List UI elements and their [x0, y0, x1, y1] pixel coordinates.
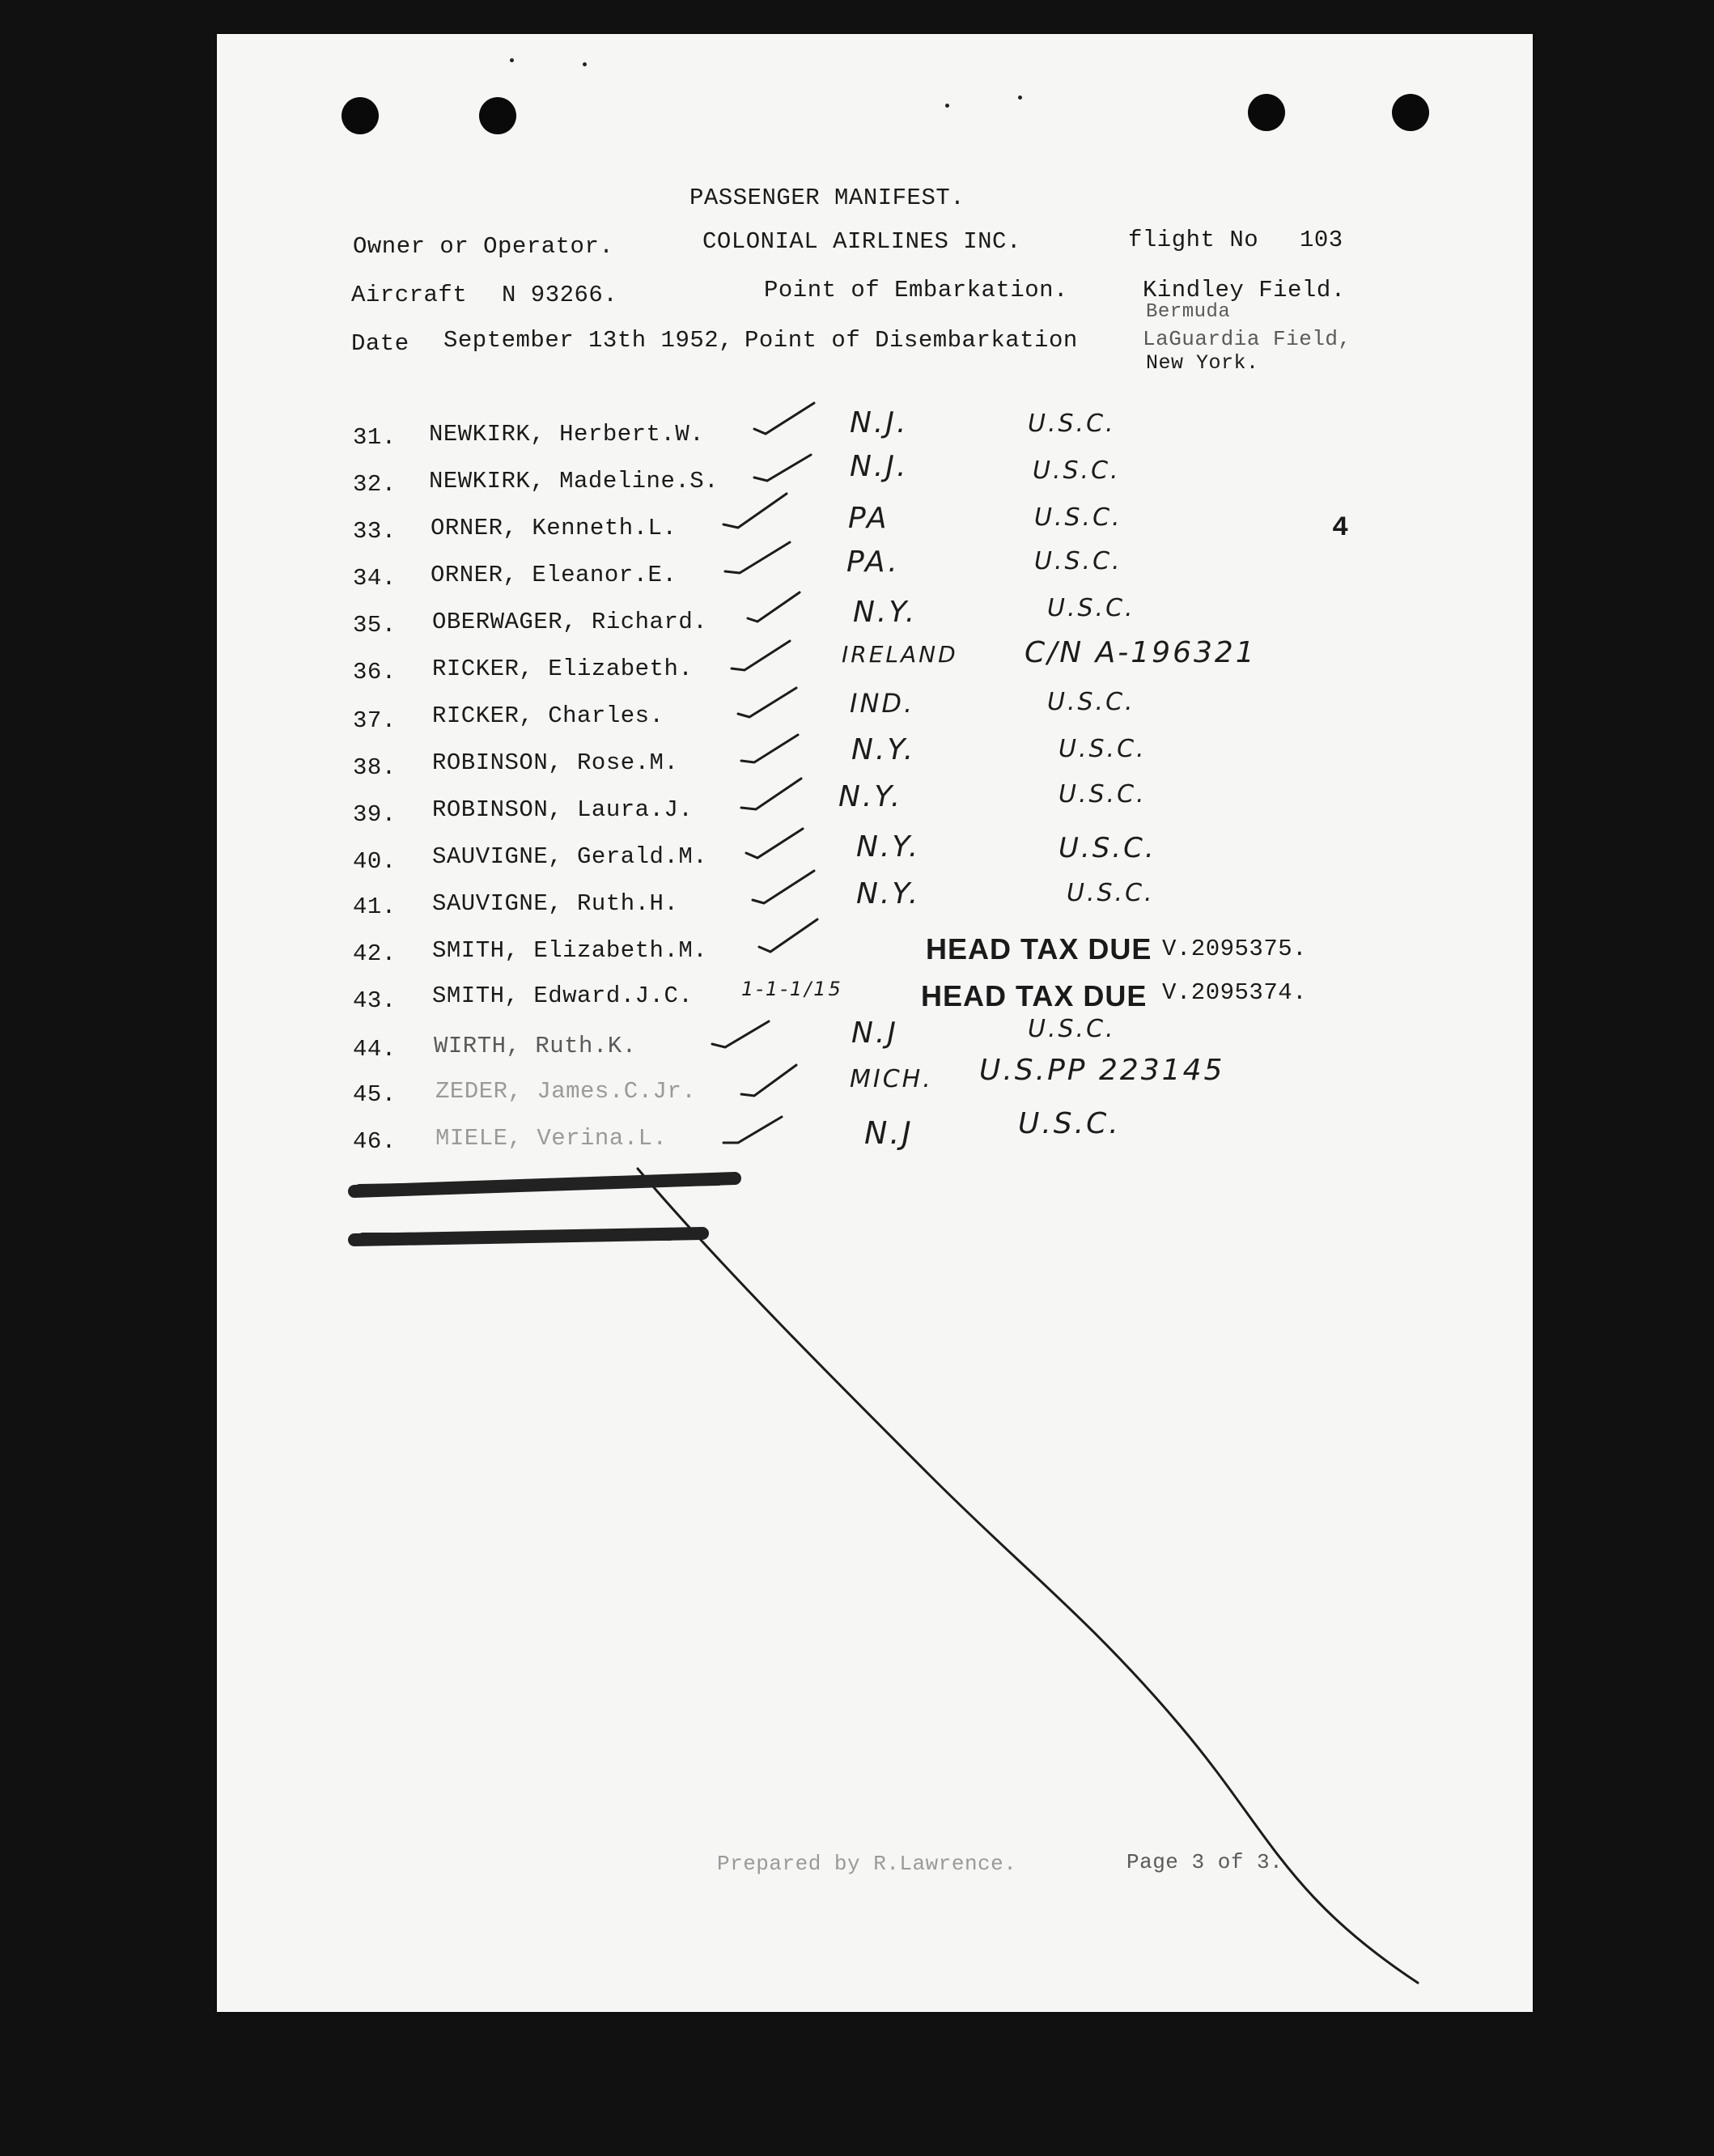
row-number: 44.	[353, 1036, 397, 1063]
disembarkation-value: LaGuardia Field,	[1143, 327, 1351, 351]
passenger-name: NEWKIRK, Madeline.S.	[429, 468, 719, 494]
row-number: 37.	[353, 707, 397, 734]
handwritten-note: 1-1-1/15	[741, 978, 843, 1000]
passenger-status: U.S.C.	[1028, 1015, 1116, 1043]
check-mark	[732, 641, 790, 670]
embarkation-label: Point of Embarkation.	[764, 277, 1068, 303]
date-label: Date	[351, 330, 409, 357]
passenger-name: RICKER, Elizabeth.	[432, 656, 694, 682]
manifest-page	[217, 34, 1533, 2012]
passenger-state: N.J.	[850, 450, 909, 483]
passenger-status: C/N A-196321	[1025, 636, 1257, 669]
visa-number: V.2095375.	[1162, 936, 1308, 962]
passenger-name: ROBINSON, Rose.M.	[432, 749, 679, 776]
passenger-state: N.Y.	[853, 596, 918, 629]
passenger-name: WIRTH, Ruth.K.	[434, 1033, 637, 1059]
row-number: 45.	[353, 1081, 397, 1108]
passenger-name: MIELE, Verina.L.	[435, 1125, 668, 1152]
embarkation-value-2: Bermuda	[1146, 301, 1231, 323]
row-number: 36.	[353, 659, 397, 685]
passenger-state: N.J	[864, 1115, 914, 1151]
flight-value: 103	[1300, 227, 1343, 253]
check-mark	[741, 1065, 796, 1096]
passenger-name: RICKER, Charles.	[432, 702, 664, 729]
passenger-status: U.S.C.	[1034, 503, 1122, 532]
margin-note: 4	[1332, 513, 1349, 544]
passenger-state: N.J	[851, 1016, 898, 1050]
passenger-name: ORNER, Eleanor.E.	[431, 562, 677, 588]
disembarkation-label: Point of Disembarkation	[745, 327, 1078, 354]
row-number: 34.	[353, 565, 397, 592]
row-number: 35.	[353, 612, 397, 639]
passenger-name: SMITH, Elizabeth.M.	[432, 937, 708, 964]
passenger-name: SMITH, Edward.J.C.	[432, 983, 694, 1009]
passenger-status: U.S.C.	[1033, 456, 1121, 485]
check-mark	[723, 1117, 782, 1143]
passenger-state: N.Y.	[856, 830, 921, 864]
passenger-name: SAUVIGNE, Ruth.H.	[432, 890, 679, 917]
page-number: Page 3 of 3.	[1126, 1850, 1283, 1874]
disembarkation-value-2: New York.	[1146, 351, 1259, 375]
check-mark	[759, 919, 817, 952]
owner-label: Owner or Operator.	[353, 233, 614, 260]
aircraft-value: N 93266.	[502, 282, 618, 308]
head-tax-stamp: HEAD TAX DUE	[921, 979, 1148, 1012]
check-mark	[741, 735, 798, 762]
check-mark	[712, 1021, 769, 1047]
row-number: 42.	[353, 940, 397, 967]
aircraft-label: Aircraft	[351, 282, 468, 308]
owner-value: COLONIAL AIRLINES INC.	[702, 228, 1021, 255]
passenger-name: ZEDER, James.C.Jr.	[435, 1078, 697, 1105]
check-mark	[753, 871, 814, 903]
passenger-state: IND.	[850, 688, 915, 719]
passenger-state: N.Y.	[856, 877, 921, 910]
passenger-status: U.S.PP 223145	[979, 1054, 1225, 1087]
row-number: 32.	[353, 471, 397, 498]
passenger-status: U.S.C.	[1018, 1107, 1121, 1140]
row-number: 40.	[353, 848, 397, 875]
row-number: 39.	[353, 801, 397, 828]
pen-marks	[217, 34, 1533, 2012]
date-value: September 13th 1952,	[443, 327, 734, 354]
check-mark	[746, 829, 803, 858]
passenger-status: U.S.C.	[1059, 735, 1147, 763]
row-number: 46.	[353, 1128, 397, 1155]
embarkation-value: Kindley Field.	[1143, 277, 1346, 303]
passenger-state: N.Y.	[838, 780, 903, 813]
passenger-name: ROBINSON, Laura.J.	[432, 796, 694, 823]
passenger-status: U.S.C.	[1067, 879, 1155, 907]
prepared-by: Prepared by R.Lawrence.	[717, 1852, 1017, 1876]
passenger-name: SAUVIGNE, Gerald.M.	[432, 843, 708, 870]
passenger-state: N.Y.	[851, 733, 916, 766]
row-number: 41.	[353, 893, 397, 920]
row-number: 33.	[353, 518, 397, 545]
check-mark	[754, 455, 811, 481]
visa-number: V.2095374.	[1162, 979, 1308, 1006]
passenger-status: U.S.C.	[1034, 547, 1122, 575]
check-mark	[741, 779, 801, 809]
check-mark	[723, 494, 787, 528]
passenger-name: OBERWAGER, Richard.	[432, 609, 708, 635]
row-number: 43.	[353, 987, 397, 1014]
passenger-status: U.S.C.	[1059, 832, 1156, 864]
check-mark	[754, 403, 814, 434]
passenger-state: PA	[848, 502, 889, 535]
row-number: 38.	[353, 754, 397, 781]
check-mark	[738, 688, 796, 717]
passenger-name: NEWKIRK, Herbert.W.	[429, 421, 705, 448]
passenger-status: U.S.C.	[1028, 410, 1116, 438]
check-mark	[748, 592, 800, 622]
passenger-status: U.S.C.	[1059, 780, 1147, 808]
flight-label: flight No	[1128, 227, 1259, 253]
passenger-name: ORNER, Kenneth.L.	[431, 515, 677, 541]
check-mark	[725, 542, 790, 573]
row-number: 31.	[353, 424, 397, 451]
passenger-status: U.S.C.	[1047, 594, 1135, 622]
passenger-state: MICH.	[850, 1065, 933, 1093]
cancel-line	[638, 1169, 1418, 1983]
head-tax-stamp: HEAD TAX DUE	[926, 932, 1152, 966]
manifest-title: PASSENGER MANIFEST.	[689, 185, 965, 211]
passenger-state: N.J.	[850, 406, 909, 439]
passenger-state: IRELAND	[842, 641, 958, 668]
passenger-state: PA.	[846, 545, 900, 579]
passenger-status: U.S.C.	[1047, 688, 1135, 716]
